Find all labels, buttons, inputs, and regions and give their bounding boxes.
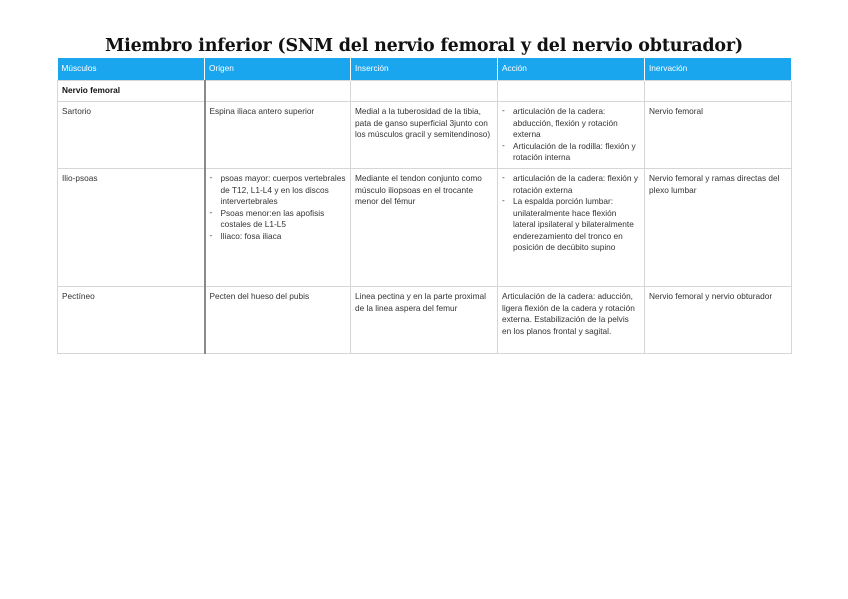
- list-item: - La espalda porción lumbar: unilateralmente hace flexión lateral ipsilateral y bilateralmente enderezamiento del tronco en posición de decúbito supino: [502, 196, 640, 254]
- cell-origen: [205, 169, 351, 287]
- list-item: - Iliaco: fosa iliaca: [210, 231, 347, 243]
- header-origen: Origen: [205, 58, 351, 81]
- list-item: - Psoas menor:en las apofisis costales de L1-L5: [210, 208, 347, 231]
- section-row: [58, 81, 792, 102]
- accion-list: [502, 106, 640, 164]
- cell-inervacion: Nervio femoral: [645, 102, 792, 169]
- page-title: Miembro inferior (SNM del nervio femoral y del nervio obturador): [105, 36, 743, 56]
- cell-inervacion: Nervio femoral y ramas directas del plexo lumbar: [645, 169, 792, 287]
- table-row: [58, 102, 792, 169]
- accion-list: [502, 173, 640, 254]
- muscles-table: [57, 58, 792, 354]
- table-row: [58, 287, 792, 354]
- empty-cell: [645, 81, 792, 102]
- list-item: - psoas mayor: cuerpos vertebrales de T12, L1-L4 y en los discos intervertebrales: [210, 173, 347, 208]
- table-header-row: [58, 58, 792, 81]
- cell-musculo: Pectíneo: [58, 287, 205, 354]
- cell-insercion: Linea pectina y en la parte proximal de la linea aspera del femur: [351, 287, 498, 354]
- list-item: - articulación de la cadera: abducción, flexión y rotación externa: [502, 106, 640, 141]
- cell-accion: Articulación de la cadera: aducción, ligera flexión de la cadera y rotación externa. Estabilización de la pelvis en los planos frontal y sagital.: [498, 287, 645, 354]
- cell-origen: Pecten del hueso del pubis: [205, 287, 351, 354]
- cell-musculo: Sartorio: [58, 102, 205, 169]
- header-musculos: Músculos: [58, 58, 205, 81]
- list-item: - Articulación de la rodilla: flexión y rotación interna: [502, 141, 640, 164]
- header-inervacion: Inervación: [645, 58, 792, 81]
- list-item: - articulación de la cadera: flexión y rotación externa: [502, 173, 640, 196]
- empty-cell: [205, 81, 351, 102]
- empty-cell: [498, 81, 645, 102]
- section-label: Nervio femoral: [58, 81, 205, 102]
- table-row: [58, 169, 792, 287]
- cell-insercion: Medial a la tuberosidad de la tibia, pata de ganso superficial 3junto con los músculos gracil y semitendinoso): [351, 102, 498, 169]
- origen-list: [210, 173, 347, 242]
- cell-accion: [498, 102, 645, 169]
- cell-musculo: Ilio-psoas: [58, 169, 205, 287]
- header-accion: Acción: [498, 58, 645, 81]
- cell-origen: Espina iliaca antero superior: [205, 102, 351, 169]
- header-insercion: Inserción: [351, 58, 498, 81]
- empty-cell: [351, 81, 498, 102]
- cell-insercion: Mediante el tendon conjunto como músculo iliopsoas en el trocante menor del fémur: [351, 169, 498, 287]
- cell-accion: [498, 169, 645, 287]
- cell-inervacion: Nervio femoral y nervio obturador: [645, 287, 792, 354]
